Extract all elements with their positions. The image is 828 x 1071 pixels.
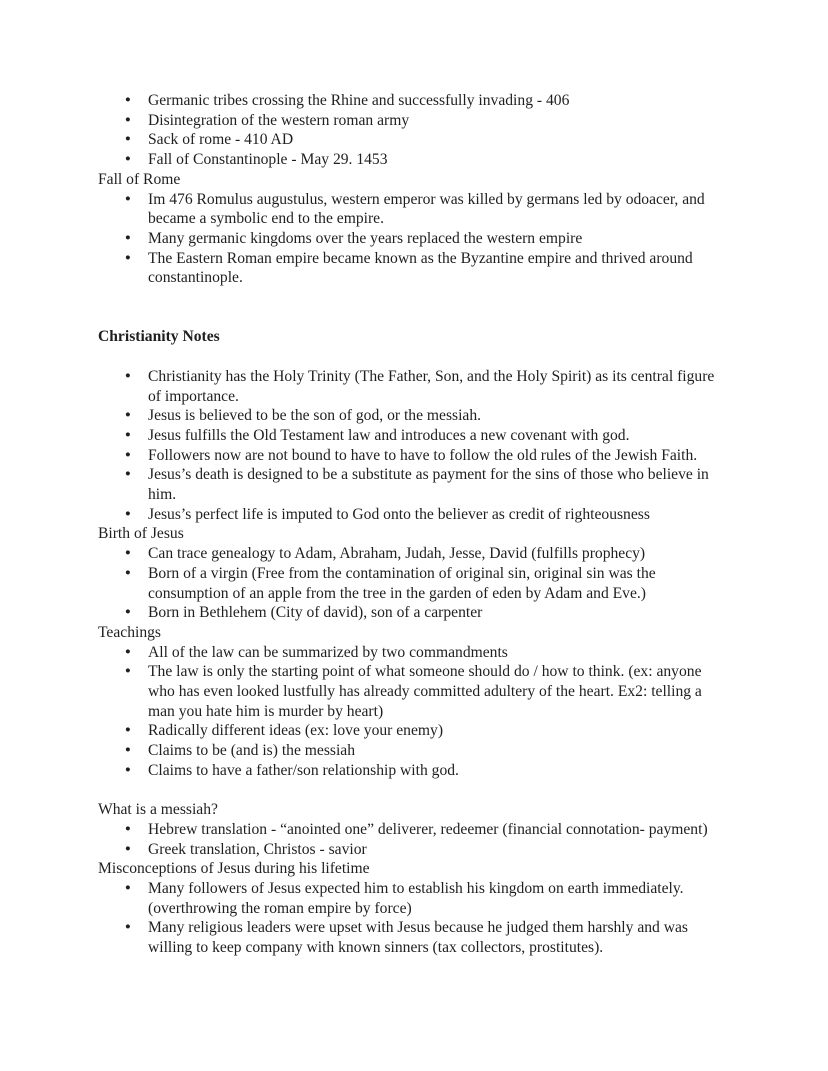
bullet-item-text: Im 476 Romulus augustulus, western emperor was killed by germans led by odoacer, and became a symbolic end to the empire.: [148, 190, 705, 228]
bullet-item-text: Born of a virgin (Free from the contamination of original sin, original sin was the consumption of an apple from the tree in the garden of eden by Adam and Eve.): [148, 564, 656, 602]
bullet-item: [98, 426, 728, 446]
bullet-item: [98, 150, 728, 170]
blank-lines: [98, 781, 728, 801]
bullet-item-text: Many followers of Jesus expected him to establish his kingdom on earth immediately. (overthrowing the roman empire by force): [148, 880, 684, 917]
bullet-item: [98, 91, 728, 111]
section-label: Teachings: [98, 623, 161, 641]
bullet-item-text: Many germanic kingdoms over the years replaced the western empire: [148, 229, 583, 247]
bullet-icon: ●: [125, 429, 131, 440]
bullet-icon: ●: [125, 134, 131, 145]
bullet-icon: ●: [125, 745, 131, 756]
bullet-icon: ●: [125, 607, 131, 618]
bullet-item-text: Radically different ideas (ex: love your enemy): [148, 722, 444, 740]
bullet-item: [98, 406, 728, 426]
bullet-item: [98, 229, 728, 249]
bullet-item-text: Jesus’s death is designed to be a substitute as payment for the sins of those who believe in him.: [148, 466, 709, 504]
bullet-item: [98, 662, 728, 721]
bullet-icon: ●: [125, 154, 131, 165]
bullet-item: [98, 465, 728, 504]
section-label: Birth of Jesus: [98, 525, 184, 543]
bullet-item-text: Claims to have a father/son relationship with god.: [148, 761, 459, 779]
bullet-icon: ●: [125, 252, 131, 263]
bullet-item-text: The Eastern Roman empire became known as the Byzantine empire and thrived around constantinople.: [148, 249, 693, 287]
bullet-icon: ●: [125, 764, 131, 775]
bullet-icon: ●: [125, 508, 131, 519]
bullet-icon: ●: [125, 370, 131, 381]
bullet-item-text: Christianity has the Holy Trinity (The Father, Son, and the Holy Spirit) as its central figure of importance.: [148, 367, 715, 405]
bullet-item-text: Hebrew translation - “anointed one” deliverer, redeemer (financial connotation- payment): [148, 820, 708, 838]
bullet-item: [98, 643, 728, 663]
bullet-icon: ●: [125, 725, 131, 736]
bullet-list: [98, 91, 728, 170]
bullet-icon: ●: [125, 232, 131, 243]
bullet-item: [98, 603, 728, 623]
bullet-icon: ●: [125, 567, 131, 578]
bullet-item-text: Fall of Constantinople - May 29. 1453: [148, 151, 388, 169]
bullet-item-text: Jesus is believed to be the son of god, or the messiah.: [148, 407, 482, 425]
bullet-item: [98, 544, 728, 564]
bullet-item: [98, 249, 728, 288]
bullet-list: [98, 643, 728, 781]
notes-heading: Christianity Notes: [98, 328, 220, 346]
bullet-item-text: Jesus’s perfect life is imputed to God onto the believer as credit of righteousness: [148, 505, 650, 523]
bullet-item-text: Greek translation, Christos - savior: [148, 840, 367, 858]
bullet-item-text: The law is only the starting point of what someone should do / how to think. (ex: anyone who has even looked lustfully has already committed adultery of the heart. Ex2: telling a man you hate him is murder by heart): [148, 663, 702, 720]
bullet-icon: ●: [125, 922, 131, 933]
bullet-item: [98, 130, 728, 150]
bullet-item-text: Jesus fulfills the Old Testament law and introduces a new covenant with god.: [148, 426, 630, 444]
bullet-item-text: Germanic tribes crossing the Rhine and successfully invading - 406: [148, 92, 570, 109]
bullet-item-text: Can trace genealogy to Adam, Abraham, Judah, Jesse, David (fulfills prophecy): [148, 545, 646, 563]
bullet-item: [98, 918, 728, 957]
bullet-icon: ●: [125, 114, 131, 125]
bullet-item-text: Born in Bethlehem (City of david), son of a carpenter: [148, 604, 483, 622]
bullet-item: [98, 564, 728, 603]
section-label: What is a messiah?: [98, 801, 218, 819]
bullet-item: [98, 505, 728, 525]
bullet-list: [98, 190, 728, 289]
bullet-item: [98, 111, 728, 131]
bullet-item: [98, 879, 728, 918]
bullet-icon: ●: [125, 548, 131, 559]
bullet-icon: ●: [125, 883, 131, 894]
bullet-icon: ●: [125, 823, 131, 834]
bullet-item: [98, 190, 728, 229]
bullet-icon: ●: [125, 449, 131, 460]
bullet-icon: ●: [125, 193, 131, 204]
blank-lines: [98, 347, 728, 367]
bullet-list: [98, 879, 728, 958]
bullet-item-text: Followers now are not bound to have to have to follow the old rules of the Jewish Faith.: [148, 446, 698, 464]
bullet-item-text: Disintegration of the western roman army: [148, 111, 410, 129]
bullet-list: [98, 367, 728, 525]
bullet-list: [98, 544, 728, 623]
bullet-icon: ●: [125, 666, 131, 677]
bullet-item-text: All of the law can be summarized by two commandments: [148, 643, 508, 661]
bullet-item: [98, 741, 728, 761]
bullet-item: [98, 820, 728, 840]
bullet-icon: ●: [125, 646, 131, 657]
section-label: Misconceptions of Jesus during his lifetime: [98, 860, 370, 878]
bullet-item: [98, 446, 728, 466]
bullet-item-text: Claims to be (and is) the messiah: [148, 742, 356, 760]
bullet-item: [98, 721, 728, 741]
bullet-list: [98, 820, 728, 859]
bullet-icon: ●: [125, 410, 131, 421]
section-label: Fall of Rome: [98, 170, 181, 188]
bullet-item-text: Sack of rome - 410 AD: [148, 131, 294, 149]
bullet-item: [98, 840, 728, 860]
bullet-icon: ●: [125, 843, 131, 854]
bullet-item: [98, 761, 728, 781]
bullet-icon: ●: [125, 469, 131, 480]
bullet-item: [98, 367, 728, 406]
bullet-icon: ●: [125, 95, 131, 105]
blank-lines: [98, 288, 728, 327]
bullet-item-text: Many religious leaders were upset with Jesus because he judged them harshly and was willing to keep company with known sinners (tax collectors, prostitutes).: [148, 919, 689, 957]
